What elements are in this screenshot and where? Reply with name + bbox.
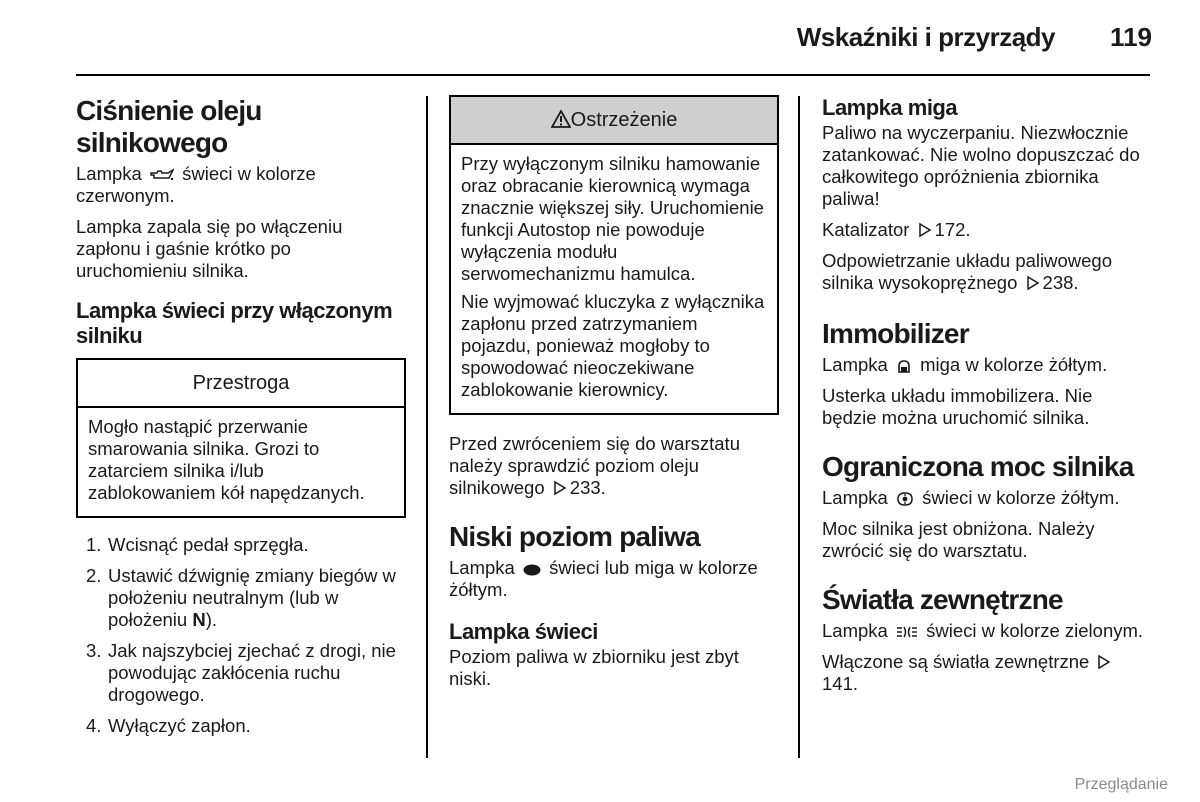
lamp-blinks-text: Paliwo na wyczerpaniu. Niezwłocznie zatankować. Nie wolno dopuszczać do całkowitego opróżnienia zbiornika paliwa! [822, 122, 1140, 209]
step-text: Wyłączyć zapłon. [108, 715, 251, 736]
list-item [76, 640, 406, 706]
fuel-lamp-icon [523, 564, 541, 576]
warning-box [449, 95, 779, 415]
heading-low-fuel: Niski poziom paliwa [449, 521, 700, 552]
page-reference-icon [552, 480, 568, 496]
immobilizer-text-a: Lampka [822, 354, 893, 375]
page-reference-icon [1025, 275, 1041, 291]
fuel-lamp-text-b: świeci lub miga w kolorze żółtym. [449, 557, 758, 600]
oil-lamp-behavior: Lampka zapala się po włączeniu zapłonu i gaśnie krótko po uruchomieniu silnika. [76, 216, 343, 281]
heading-reduced-power: Ograniczona moc silnika [822, 451, 1134, 482]
gear-neutral-label: N [192, 609, 206, 630]
catalyst-text: Katalizator [822, 219, 915, 240]
page-reference-link[interactable]: 141. [822, 673, 859, 694]
step-text-tail: ). [205, 609, 218, 630]
page-number: 119 [1110, 22, 1152, 52]
heading-immobilizer: Immobilizer [822, 318, 969, 349]
warning-title [451, 97, 777, 145]
list-item [76, 534, 406, 556]
diesel-bleed-text: Odpowietrzanie układu paliwowego silnika wysokoprężnego [822, 250, 1113, 293]
lights-text-a: Lampka [822, 620, 893, 641]
page-reference-link[interactable]: 172. [934, 219, 971, 240]
fuel-lamp-text-a: Lampka [449, 557, 520, 578]
column-3 [822, 95, 1150, 704]
oil-check-paragraph [449, 433, 779, 499]
warning-text-2: Nie wyjmować kluczyka z wyłącznika zapłonu przed zatrzymaniem pojazdu, ponieważ mogłoby to spowodować nieoczekiwane zablokowanie kierownicy. [461, 291, 765, 400]
immobilizer-lamp-paragraph [822, 354, 1150, 376]
heading-oil-pressure: Ciśnienie oleju silnikowego [76, 95, 262, 158]
lights-on-paragraph [822, 651, 1150, 695]
heading-exterior-lights: Światła zewnętrzne [822, 584, 1063, 615]
power-text-b: świeci w kolorze żółtym. [916, 487, 1120, 508]
page-reference-link[interactable]: 233. [569, 477, 606, 498]
exterior-lights-icon [896, 625, 918, 639]
engine-power-icon [896, 492, 914, 506]
page-header-title: Wskaźniki i przyrządy [796, 22, 1055, 52]
lights-on-text: Włączone są światła zewnętrzne [822, 651, 1095, 672]
step-number: 1. [86, 534, 102, 555]
immobilizer-text-b: miga w kolorze żółtym. [914, 354, 1108, 375]
lights-text-b: świeci w kolorze zielonym. [920, 620, 1144, 641]
column-divider-1 [426, 96, 428, 758]
list-item [76, 715, 406, 737]
heading-lamp-blinks: Lampka miga [822, 95, 958, 120]
page-reference-icon [917, 222, 933, 238]
lamp-lit-text: Poziom paliwa w zbiorniku jest zbyt niski. [449, 646, 739, 689]
power-reduced-text: Moc silnika jest obniżona. Należy zwrócić się do warsztatu. [822, 518, 1095, 561]
power-lamp-paragraph [822, 487, 1150, 509]
browse-link[interactable]: Przeglądanie [1074, 776, 1168, 793]
step-number: 4. [86, 715, 102, 736]
immobilizer-fault-text: Usterka układu immobilizera. Nie będzie można uruchomić silnika. [822, 385, 1093, 428]
oil-check-text: Przed zwróceniem się do warsztatu należy sprawdzić poziom oleju silnikowego [449, 433, 740, 498]
step-number: 3. [86, 640, 102, 661]
oil-can-icon [150, 168, 174, 182]
step-number: 2. [86, 565, 102, 586]
step-text: Ustawić dźwignię zmiany biegów w położeniu neutralnym (lub w położeniu [108, 565, 396, 630]
list-item [76, 565, 406, 631]
heading-lamp-on-engine-running: Lampka świeci przy włączonym silniku [76, 298, 393, 348]
catalyst-paragraph [822, 219, 1150, 241]
caution-text: Mogło nastąpić przerwanie smarowania silnika. Grozi to zatarciem silnika i/lub zablokowaniem kół napędzanych. [88, 416, 365, 503]
fuel-lamp-paragraph [449, 557, 779, 601]
step-text: Wcisnąć pedał sprzęgła. [108, 534, 309, 555]
page-reference-icon [1096, 654, 1112, 670]
warning-title-text: Ostrzeżenie [570, 109, 678, 131]
immobilizer-icon [896, 359, 912, 373]
warning-triangle-icon [551, 110, 571, 128]
column-2 [449, 95, 779, 699]
power-text-a: Lampka [822, 487, 893, 508]
caution-title: Przestroga [78, 360, 404, 408]
lights-lamp-paragraph [822, 620, 1150, 642]
heading-lamp-lit: Lampka świeci [449, 619, 598, 644]
step-text: Jak najszybciej zjechać z drogi, nie powodując zakłócenia ruchu drogowego. [108, 640, 396, 705]
warning-text-1: Przy wyłączonym silniku hamowanie oraz obracanie kierownicą wymaga znacznie większej siły. Uruchomienie funkcji Autostop nie powoduje wyłączenia modułu serwomechanizmu hamulca. [461, 153, 764, 284]
oil-lamp-paragraph [76, 163, 406, 207]
caution-box [76, 358, 406, 518]
diesel-bleed-paragraph [822, 250, 1150, 294]
oil-lamp-text-b: świeci w kolorze czerwonym. [76, 163, 316, 206]
column-1 [76, 95, 406, 746]
column-divider-2 [798, 96, 800, 758]
steps-list [76, 534, 406, 737]
page-reference-link[interactable]: 238. [1042, 272, 1079, 293]
header-divider [76, 74, 1150, 76]
oil-lamp-text-a: Lampka [76, 163, 147, 184]
